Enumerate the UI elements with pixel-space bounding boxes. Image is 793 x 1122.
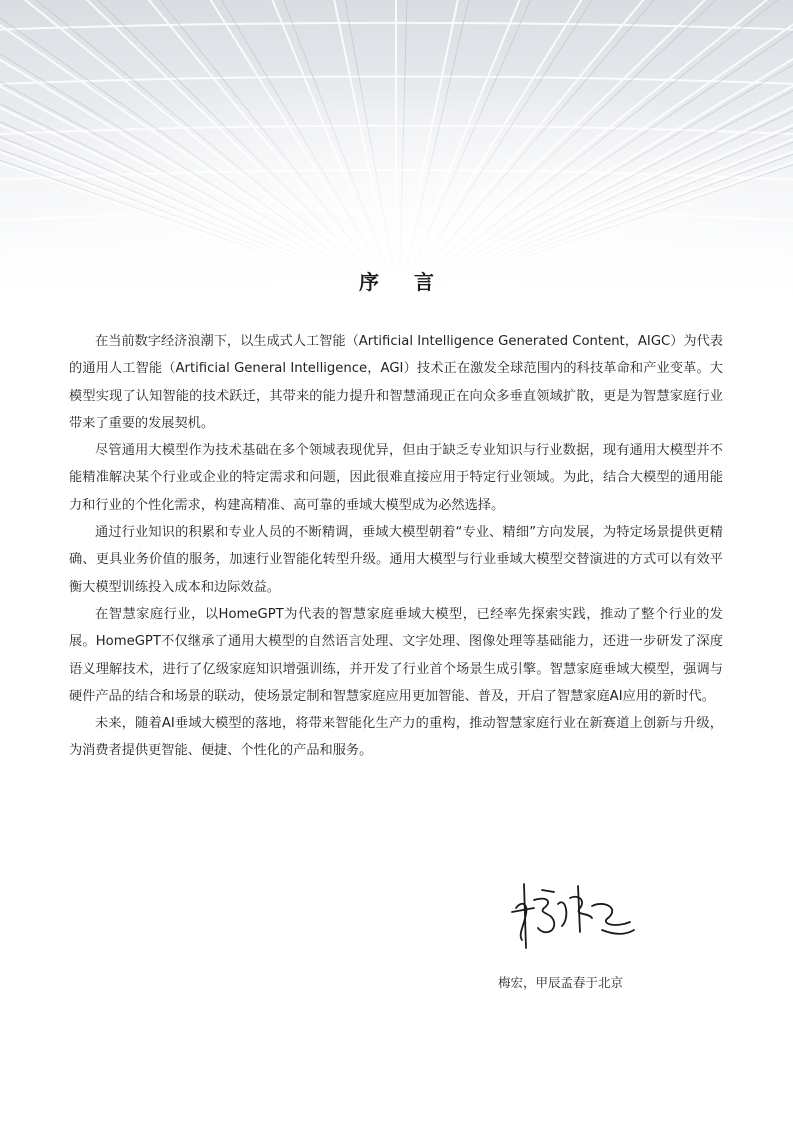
handwritten-signature bbox=[508, 878, 638, 954]
paragraph: 通过行业知识的积累和专业人员的不断精调，垂域大模型朝着“专业、精细”方向发展，为特定场景提供更精确、更具业务价值的服务，加速行业智能化转型升级。通用大模型与行业垂域大模型交替演进的方式可以有效平衡大模型训练投入成本和边际效益。 bbox=[69, 525, 723, 595]
paragraph: 尽管通用大模型作为技术基础在多个领域表现优异，但由于缺乏专业知识与行业数据，现有通用大模型并不能精准解决某个行业或企业的特定需求和问题，因此很难直接应用于特定行业领域。为此，结合大模型的通用能力和行业的个性化需求，构建高精准、高可靠的垂域大模型成为必然选择。 bbox=[69, 443, 723, 513]
signoff-line: 梅宏，甲辰孟春于北京 bbox=[498, 975, 624, 990]
page-title: 序 言 bbox=[359, 270, 448, 294]
paragraph: 在智慧家庭行业，以HomeGPT为代表的智慧家庭垂域大模型，已经率先探索实践，推动了整个行业的发展。HomeGPT不仅继承了通用大模型的自然语言处理、文字处理、图像处理等基础能力，还进一步研发了深度语义理解技术，进行了亿级家庭知识增强训练，并开发了行业首个场景生成引擎。智慧家庭垂域大模型，强调与硬件产品的结合和场景的联动，使场景定制和智慧家庭应用更加智能、普及，开启了智慧家庭AI应用的新时代。 bbox=[69, 606, 723, 704]
paragraph: 未来，随着AI垂域大模型的落地，将带来智能化生产力的重构，推动智慧家庭行业在新赛道上创新与升级，为消费者提供更智能、便捷、个性化的产品和服务。 bbox=[69, 716, 723, 759]
paragraph: 在当前数字经济浪潮下，以生成式人工智能（Artificial Intelligence Generated Content，AIGC）为代表的通用人工智能（Artificial General Intelligence，AGI）技术正在激发全球范围内的科技革命和产业变革。大模型实现了认知智能的技术跃迁，其带来的能力提升和智慧涌现正在向众多垂直领域扩散，更是为智慧家庭行业带来了重要的发展契机。 bbox=[69, 334, 723, 431]
preface-body bbox=[69, 328, 723, 765]
